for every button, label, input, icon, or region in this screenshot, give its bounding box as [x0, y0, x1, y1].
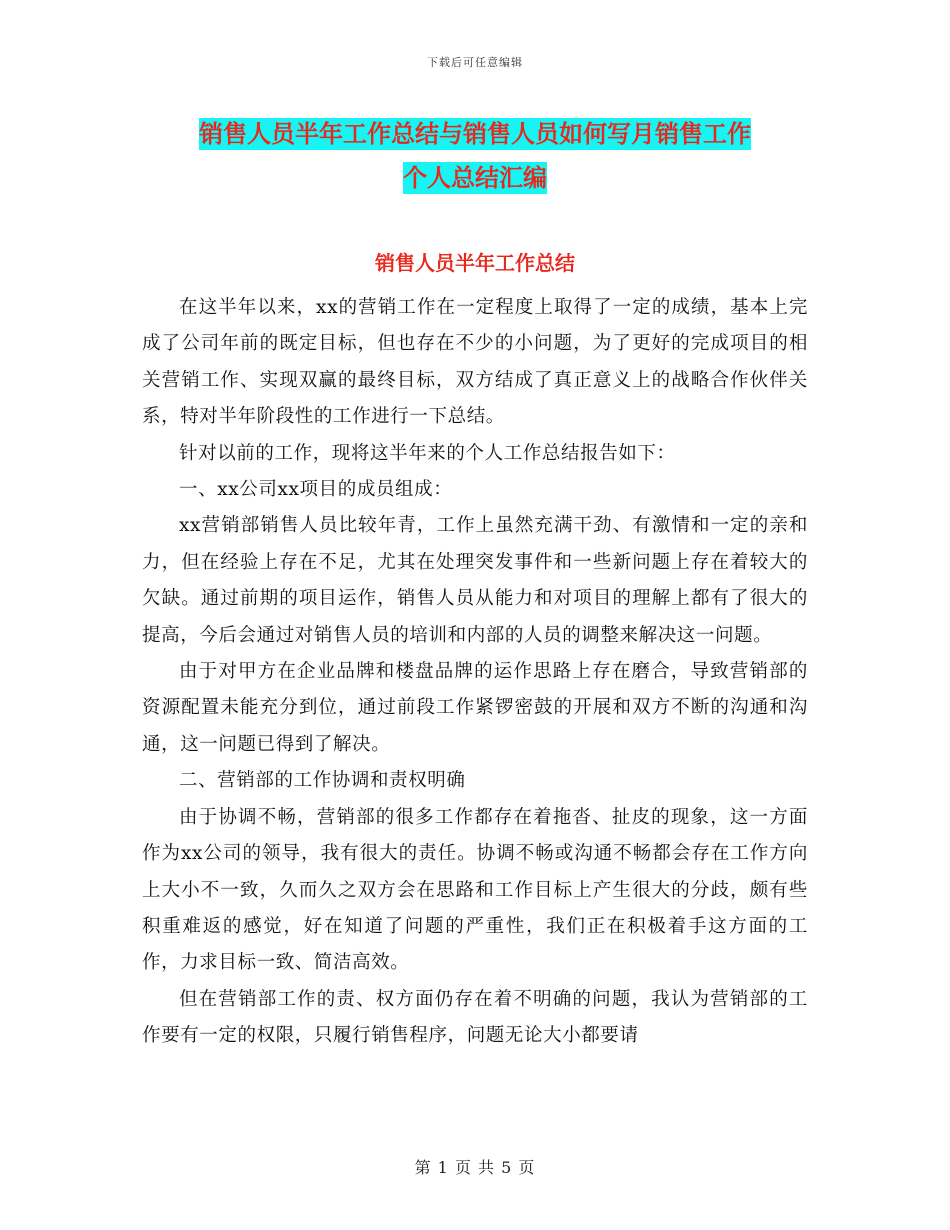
paragraph: 在这半年以来，xx的营销工作在一定程度上取得了一定的成绩，基本上完成了公司年前的既定目标，但也存在不少的小问题，为了更好的完成项目的相关营销工作、实现双赢的最终目标，双方结成了真正意义上的战略合作伙伴关系，特对半年阶段性的工作进行一下总结。: [142, 297, 808, 428]
document-title: [140, 112, 810, 200]
document-body: [142, 290, 808, 1055]
page-footer: 第 1 页 共 5 页: [414, 1158, 536, 1177]
header-note: 下载后可任意编辑: [427, 56, 523, 69]
title-line-1: 销售人员半年工作总结与销售人员如何写月销售工作: [199, 120, 751, 148]
paragraph: 由于协调不畅，营销部的很多工作都存在着拖沓、扯皮的现象，这一方面作为xx公司的领导，我有很大的责任。协调不畅或沟通不畅都会存在工作方向上大小不一致，久而久之双方会在思路和工作目标上产生很大的分歧，颇有些积重难返的感觉，好在知道了问题的严重性，我们正在积极着手这方面的工作，力求目标一致、简洁高效。: [142, 806, 808, 974]
paragraph: 由于对甲方在企业品牌和楼盘品牌的运作思路上存在磨合，导致营销部的资源配置未能充分到位，通过前段工作紧锣密鼓的开展和双方不断的沟通和沟通，这一问题已得到了解决。: [142, 661, 808, 755]
paragraph: 针对以前的工作，现将这半年来的个人工作总结报告如下：: [179, 442, 676, 464]
paragraph-heading: 二、营销部的工作协调和责权明确: [179, 770, 466, 792]
paragraph: xx营销部销售人员比较年青，工作上虽然充满干劲、有激情和一定的亲和力，但在经验上存在不足，尤其在处理突发事件和一些新问题上存在着较大的欠缺。通过前期的项目运作，销售人员从能力和对项目的理解上都有了很大的提高，今后会通过对销售人员的培训和内部的人员的调整来解决这一问题。: [142, 515, 808, 646]
paragraph: 但在营销部工作的责、权方面仍存在着不明确的问题，我认为营销部的工作要有一定的权限，只履行销售程序，问题无论大小都要请: [142, 988, 808, 1047]
section-title: 销售人员半年工作总结: [375, 251, 575, 275]
paragraph-heading: 一、xx公司xx项目的成员组成：: [179, 479, 453, 501]
title-line-2: 个人总结汇编: [403, 164, 547, 192]
